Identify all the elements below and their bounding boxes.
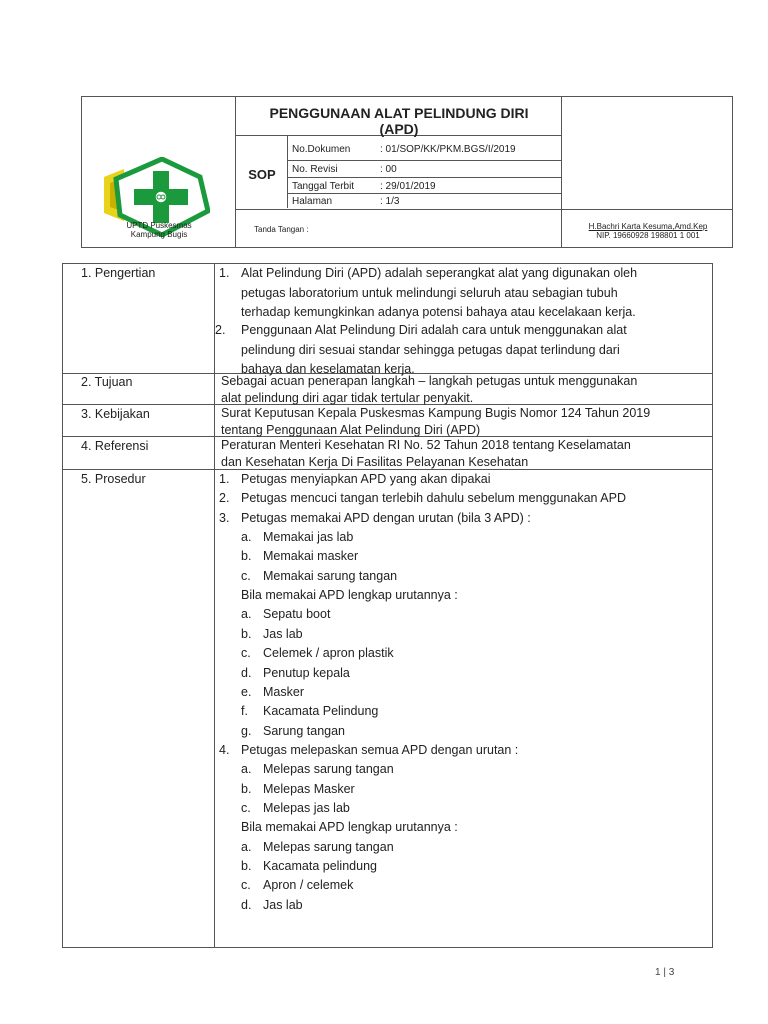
step-number: 2. xyxy=(219,491,230,506)
signer-name: H.Bachri Karta Kesuma,Amd.Kep xyxy=(588,222,708,231)
prosedur-substep: Memakai jas lab xyxy=(263,530,354,545)
document-title xyxy=(236,105,562,137)
doc-row-value: : 29/01/2019 xyxy=(380,181,436,192)
step-number: b. xyxy=(241,781,252,796)
signer-nip: NIP. 19660928 198801 1 001 xyxy=(596,231,700,240)
doc-row-number xyxy=(290,141,560,158)
prosedur-substep: Apron / celemek xyxy=(263,878,354,893)
tujuan-text xyxy=(221,373,696,407)
doc-row-page xyxy=(290,193,560,210)
prosedur-step: Petugas melepaskan semua APD dengan urutan : xyxy=(241,742,519,757)
prosedur-substep: Melepas sarung tangan xyxy=(263,839,394,854)
prosedur-step: Petugas menyiapkan APD yang akan dipakai xyxy=(241,472,491,486)
text-line: Alat Pelindung Diri (APD) adalah seperangkat alat yang digunakan oleh xyxy=(241,266,638,280)
prosedur-substep: Sarung tangan xyxy=(263,723,346,738)
organization-name xyxy=(82,221,236,239)
section-label-referensi: 4. Referensi xyxy=(81,439,149,453)
prosedur-substep: Memakai sarung tangan xyxy=(263,568,398,583)
prosedur-substep: Jas lab xyxy=(263,897,303,912)
referensi-text xyxy=(221,437,696,471)
org-line-2: Kampung Bugis xyxy=(130,230,188,239)
step-number: a. xyxy=(241,607,252,622)
prosedur-list xyxy=(63,470,714,930)
step-number: c. xyxy=(241,878,251,893)
prosedur-substep: Melepas sarung tangan xyxy=(263,762,394,777)
prosedur-substep: Memakai masker xyxy=(263,549,359,564)
sop-content-table xyxy=(62,263,713,948)
pengertian-item-2 xyxy=(241,321,696,380)
section-label-tujuan: 2. Tujuan xyxy=(81,375,133,389)
step-number: a. xyxy=(241,530,252,545)
step-number: a. xyxy=(241,762,252,777)
text-line: petugas laboratorium untuk melindungi seluruh atau sebagian tubuh xyxy=(241,285,618,300)
text-line: Penggunaan Alat Pelindung Diri adalah cara untuk menggunakan alat xyxy=(241,323,627,337)
section-label-prosedur: 5. Prosedur xyxy=(81,472,146,486)
pengertian-item-1 xyxy=(241,264,696,323)
step-number: 1. xyxy=(219,472,230,486)
step-number: c. xyxy=(241,646,251,661)
step-number: d. xyxy=(241,897,252,912)
text-line: Sebagai acuan penerapan langkah – langkah petugas untuk menggunakan xyxy=(221,374,638,388)
text-line: terhadap kemungkinkan adanya potensi bahaya atau kecelakaan kerja. xyxy=(241,305,636,319)
text-line: Surat Keputusan Kepala Puskesmas Kampung Bugis Nomor 124 Tahun 2019 xyxy=(221,406,651,420)
prosedur-substep: Jas lab xyxy=(263,626,303,641)
sop-header-table xyxy=(81,96,733,248)
title-line-1: PENGGUNAAN ALAT PELINDUNG DIRI xyxy=(269,105,529,121)
step-number: a. xyxy=(241,839,252,854)
prosedur-substep: Penutup kepala xyxy=(263,665,350,680)
signer-block xyxy=(562,222,734,240)
doc-row-revision xyxy=(290,161,560,178)
section-label-kebijakan: 3. Kebijakan xyxy=(81,407,150,421)
text-line: Peraturan Menteri Kesehatan RI No. 52 Tahun 2018 tentang Keselamatan xyxy=(221,438,631,452)
step-number: 3. xyxy=(219,510,230,525)
prosedur-note: Bila memakai APD lengkap urutannya : xyxy=(241,820,458,835)
step-number: b. xyxy=(241,626,252,641)
prosedur-substep: Kacamata Pelindung xyxy=(263,704,379,719)
section-label-pengertian: 1. Pengertian xyxy=(81,266,156,280)
doc-row-label: Halaman xyxy=(292,196,333,207)
doc-row-label: No.Dokumen xyxy=(292,144,351,155)
step-number: b. xyxy=(241,859,252,873)
prosedur-substep: Kacamata pelindung xyxy=(263,859,377,873)
text-line: pelindung diri sesuai standar sehingga petugas dapat terlindung dari xyxy=(241,342,620,357)
prosedur-substep: Celemek / apron plastik xyxy=(263,646,394,661)
doc-row-value: : 01/SOP/KK/PKM.BGS/I/2019 xyxy=(380,144,516,155)
page-number: 1 | 3 xyxy=(655,967,675,978)
kebijakan-text xyxy=(221,405,696,439)
prosedur-substep: Melepas Masker xyxy=(263,781,355,796)
prosedur-substep: Melepas jas lab xyxy=(263,800,350,815)
doc-row-value: : 1/3 xyxy=(380,196,400,207)
text-line: dan Kesehatan Kerja Di Fasilitas Pelayanan Kesehatan xyxy=(221,455,529,469)
step-number: g. xyxy=(241,723,252,738)
prosedur-substep: Masker xyxy=(263,684,304,699)
prosedur-step: Petugas mencuci tangan terlebih dahulu sebelum menggunakan APD xyxy=(241,491,626,506)
text-line: alat pelindung diri agar tidak tertular penyakit. xyxy=(221,391,474,405)
prosedur-note: Bila memakai APD lengkap urutannya : xyxy=(241,588,458,603)
step-number: f. xyxy=(241,704,248,719)
step-number: e. xyxy=(241,684,252,699)
doc-row-label: No. Revisi xyxy=(292,164,338,175)
title-line-2: (APD) xyxy=(379,121,419,137)
text-line: bahaya dan keselamatan kerja. xyxy=(241,362,415,376)
step-number: c. xyxy=(241,568,251,583)
step-number: d. xyxy=(241,665,252,680)
prosedur-step: Petugas memakai APD dengan urutan (bila 3 APD) : xyxy=(241,510,531,525)
doc-row-value: : 00 xyxy=(380,164,397,175)
prosedur-substep: Sepatu boot xyxy=(263,607,331,622)
step-number: b. xyxy=(241,549,252,564)
step-number: 4. xyxy=(219,742,230,757)
org-line-1: UPTD Puskesmas xyxy=(126,221,192,230)
item-number: 1. xyxy=(219,266,230,280)
text-line: tentang Penggunaan Alat Pelindung Diri (APD) xyxy=(221,423,481,437)
sop-label: SOP xyxy=(248,167,276,182)
step-number: c. xyxy=(241,800,251,815)
item-number: 2. xyxy=(215,323,226,337)
signature-label: Tanda Tangan : xyxy=(254,225,309,234)
doc-row-label: Tanggal Terbit xyxy=(292,181,355,192)
